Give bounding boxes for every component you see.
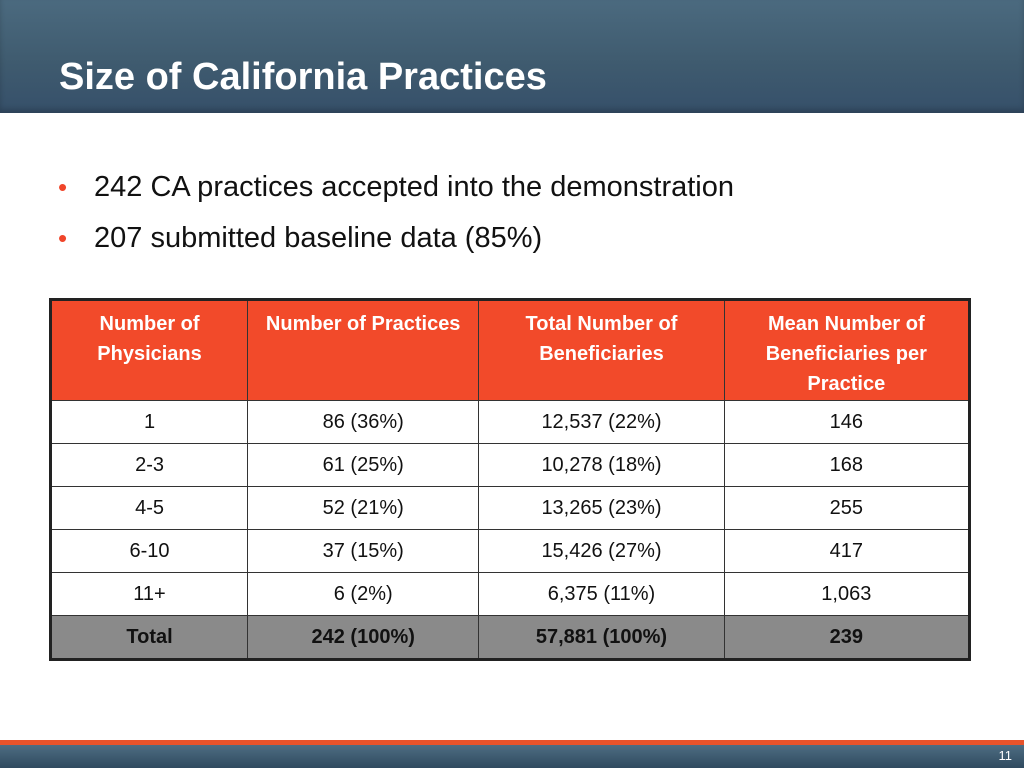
practice-size-table	[49, 298, 971, 661]
cell: 6 (2%)	[248, 573, 479, 616]
bullet-dot-icon: •	[58, 223, 68, 253]
cell: Total	[51, 616, 248, 660]
table-row	[51, 487, 970, 530]
header-practices: Number of Practices	[248, 300, 479, 401]
table-row	[51, 401, 970, 444]
cell: 57,881 (100%)	[479, 616, 724, 660]
bullet-text: 242 CA practices accepted into the demonstration	[94, 171, 734, 203]
table-total-row	[51, 616, 970, 660]
cell: 10,278 (18%)	[479, 444, 724, 487]
cell: 15,426 (27%)	[479, 530, 724, 573]
bullet-text: 207 submitted baseline data (85%)	[94, 222, 543, 254]
table-row	[51, 573, 970, 616]
table-row	[51, 444, 970, 487]
cell: 255	[724, 487, 969, 530]
cell: 242 (100%)	[248, 616, 479, 660]
cell: 12,537 (22%)	[479, 401, 724, 444]
cell: 13,265 (23%)	[479, 487, 724, 530]
footer-band	[0, 745, 1024, 768]
cell: 6,375 (11%)	[479, 573, 724, 616]
header-mean-beneficiaries: Mean Number of Beneficiaries per Practice	[724, 300, 969, 401]
cell: 11+	[51, 573, 248, 616]
cell: 6-10	[51, 530, 248, 573]
cell: 52 (21%)	[248, 487, 479, 530]
header-physicians: Number of Physicians	[51, 300, 248, 401]
bullet-dot-icon: •	[58, 172, 68, 202]
slide-title: Size of California Practices	[59, 56, 547, 98]
cell: 61 (25%)	[248, 444, 479, 487]
cell: 239	[724, 616, 969, 660]
cell: 86 (36%)	[248, 401, 479, 444]
cell: 1,063	[724, 573, 969, 616]
cell: 417	[724, 530, 969, 573]
bullet-item	[58, 170, 734, 221]
bullet-list	[58, 170, 734, 272]
table-header-row	[51, 300, 970, 401]
cell: 146	[724, 401, 969, 444]
cell: 4-5	[51, 487, 248, 530]
header-total-beneficiaries: Total Number of Beneficiaries	[479, 300, 724, 401]
bullet-item	[58, 221, 734, 272]
cell: 2-3	[51, 444, 248, 487]
cell: 1	[51, 401, 248, 444]
cell: 168	[724, 444, 969, 487]
table-row	[51, 530, 970, 573]
page-number: 11	[998, 748, 1012, 763]
cell: 37 (15%)	[248, 530, 479, 573]
